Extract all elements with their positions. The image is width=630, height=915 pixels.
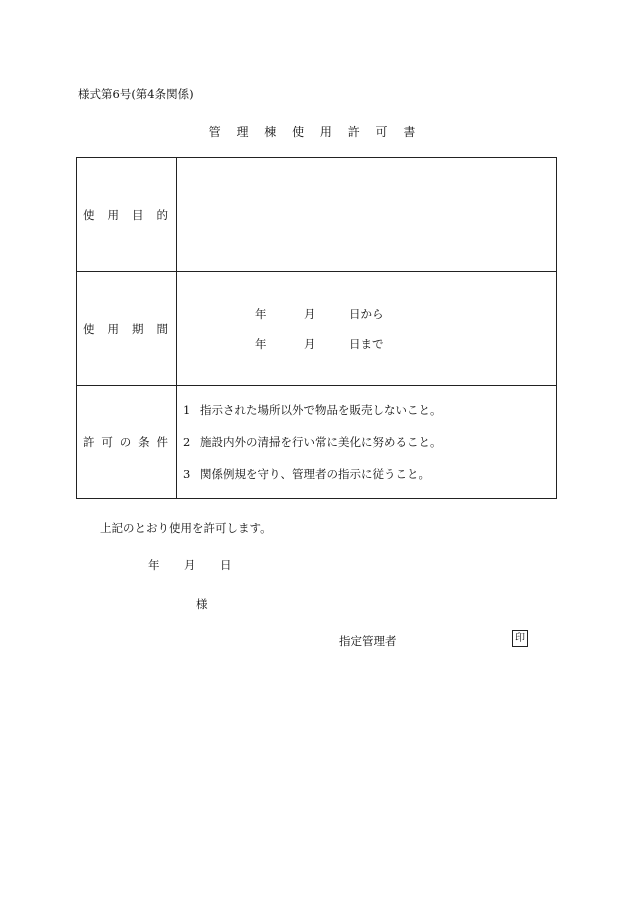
approval-statement: 上記のとおり使用を許可します。	[100, 521, 272, 535]
issue-date-year: 年	[148, 558, 160, 572]
period-value-cell[interactable]	[177, 272, 557, 386]
condition-text: 指示された場所以外で物品を販売しないこと。	[200, 403, 442, 417]
purpose-label-char: 目	[132, 207, 144, 222]
issue-date-day: 日	[220, 558, 232, 572]
condition-number: 1	[183, 403, 191, 417]
purpose-label-char: 使	[83, 207, 95, 222]
conditions-label-char: 許	[83, 435, 95, 449]
period-from-month: 月	[304, 306, 316, 321]
purpose-label-char: 用	[107, 207, 119, 222]
purpose-value-cell[interactable]	[177, 158, 557, 272]
period-to-day: 日まで	[349, 336, 384, 351]
issue-date-month: 月	[184, 558, 196, 572]
conditions-label-char: 可	[101, 435, 113, 449]
conditions-value-cell	[177, 386, 557, 499]
purpose-row	[77, 158, 557, 272]
condition-text: 施設内外の清掃を行い常に美化に努めること。	[200, 435, 442, 449]
condition-item	[183, 402, 556, 418]
period-row	[77, 272, 557, 386]
period-label-char: 期	[132, 321, 144, 336]
period-label	[77, 272, 177, 386]
period-to-line	[177, 336, 556, 352]
permit-table	[76, 157, 557, 499]
period-to-year: 年	[255, 336, 267, 351]
condition-number: 2	[183, 435, 191, 449]
purpose-label	[77, 158, 177, 272]
issuer-label: 指定管理者	[339, 634, 397, 648]
condition-item	[183, 466, 556, 482]
conditions-row	[77, 386, 557, 499]
document-title: 管 理 棟 使 用 許 可 書	[208, 125, 422, 139]
purpose-label-char: 的	[156, 207, 168, 222]
form-number: 様式第6号(第4条関係)	[78, 87, 194, 101]
addressee-suffix: 様	[196, 597, 208, 611]
seal-mark: 印	[512, 630, 528, 647]
period-label-char: 間	[156, 321, 168, 336]
condition-item	[183, 434, 556, 450]
period-from-line	[177, 306, 556, 322]
period-from-day: 日から	[349, 306, 384, 321]
conditions-label	[77, 386, 177, 499]
conditions-label-char: の	[119, 435, 132, 449]
conditions-label-char: 条	[138, 435, 150, 449]
period-label-char: 使	[83, 321, 95, 336]
period-from-year: 年	[255, 306, 267, 321]
period-label-char: 用	[107, 321, 119, 336]
period-to-month: 月	[304, 336, 316, 351]
condition-number: 3	[183, 467, 191, 481]
condition-text: 関係例規を守り、管理者の指示に従うこと。	[200, 467, 430, 481]
conditions-label-char: 件	[156, 435, 168, 449]
